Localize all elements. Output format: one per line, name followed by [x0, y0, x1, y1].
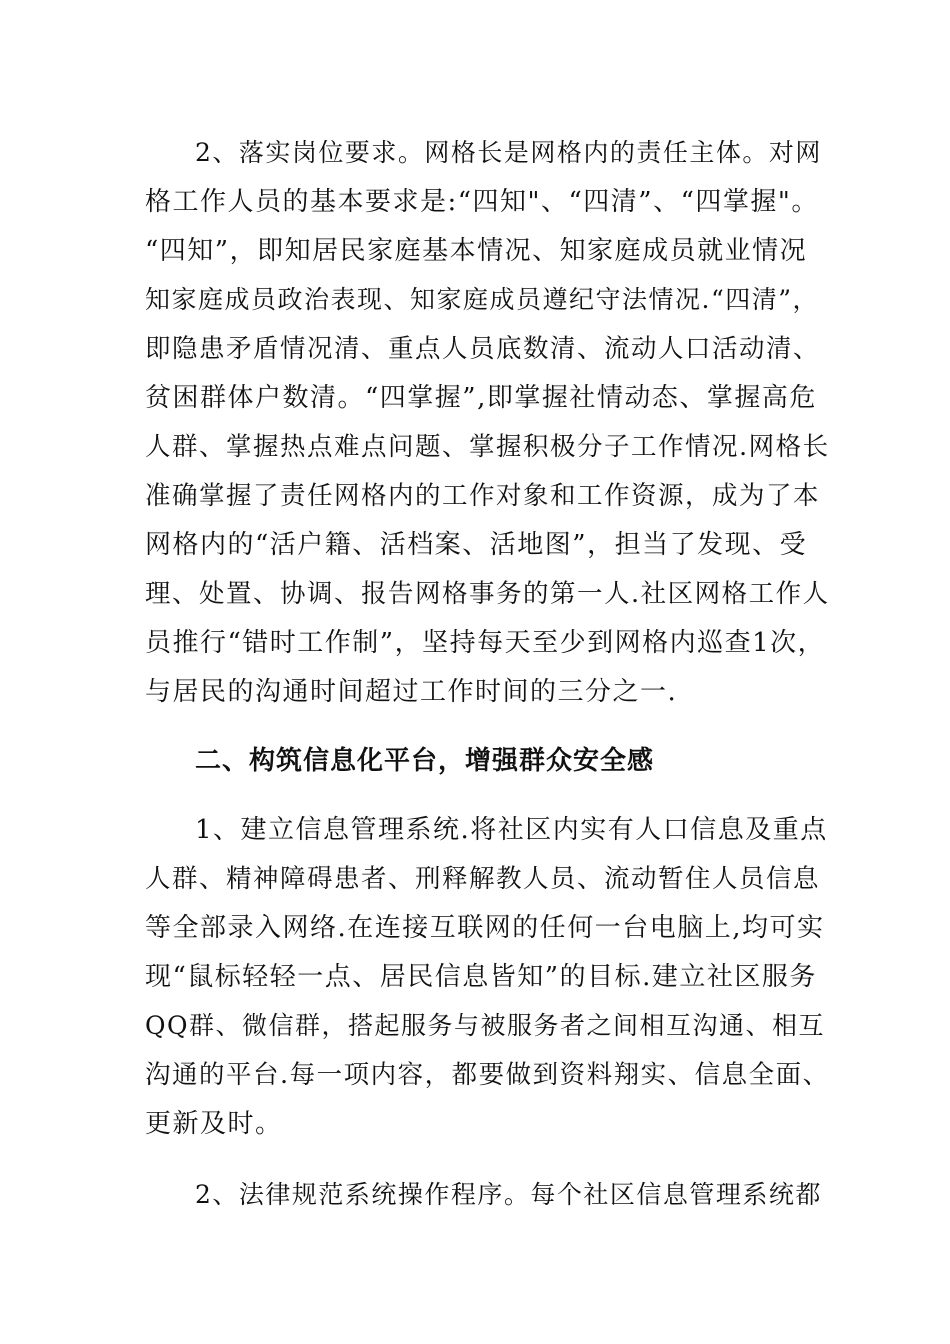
- paragraph-2-line-2: 人群、精神障碍患者、刑释解教人员、流动暂住人员信息: [145, 864, 821, 894]
- paragraph-1-line-12: 与居民的沟通时间超过工作时间的三分之一.: [145, 677, 678, 707]
- paragraph-1-line-10: 理、处置、协调、报告网格事务的第一人.社区网格工作人: [145, 579, 830, 609]
- paragraph-1-line-4: 知家庭成员政治表现、知家庭成员遵纪守法情况.“四清”，: [145, 285, 820, 314]
- paragraph-1-line-11: 员推行“错时工作制”，坚持每天至少到网格内巡查1次，: [145, 628, 826, 658]
- paragraph-1-line-8: 准确掌握了责任网格内的工作对象和工作资源，成为了本: [145, 481, 821, 511]
- paragraph-1-line-1: 2、落实岗位要求。网格长是网格内的责任主体。对网: [195, 138, 822, 167]
- paragraph-2-line-4: 现“鼠标轻轻一点、居民信息皆知”的目标.建立社区服务: [145, 962, 817, 992]
- paragraph-2-line-1: 1、建立信息管理系统.将社区内实有人口信息及重点: [195, 815, 828, 845]
- paragraph-2-line-3: 等全部录入网络.在连接互联网的任何一台电脑上,均可实: [145, 913, 825, 943]
- paragraph-2-line-5: QQ群、微信群，搭起服务与被服务者之间相互沟通、相互: [145, 1011, 825, 1040]
- paragraph-2-line-7: 更新及时。: [145, 1109, 283, 1139]
- paragraph-1-line-6: 贫困群体户数清。“四掌握”,即掌握社情动态、掌握高危: [145, 383, 817, 413]
- paragraph-3-line-1: 2、法律规范系统操作程序。每个社区信息管理系统都: [195, 1180, 822, 1209]
- section-heading: 二、构筑信息化平台，增强群众安全感: [195, 746, 655, 776]
- paragraph-1-line-7: 人群、掌握热点难点问题、掌握积极分子工作情况.网格长: [145, 432, 830, 462]
- paragraph-1-line-9: 网格内的“活户籍、活档案、活地图”，担当了发现、受: [145, 530, 808, 560]
- paragraph-1-line-3: “四知”，即知居民家庭基本情况、知家庭成员就业情况: [145, 236, 808, 266]
- paragraph-1-line-5: 即隐患矛盾情况清、重点人员底数清、流动人口活动清、: [145, 334, 821, 364]
- paragraph-1-line-2: 格工作人员的基本要求是:“四知"、“四清”、“四掌握"。: [145, 187, 819, 217]
- paragraph-2-line-6: 沟通的平台.每一项内容，都要做到资料翔实、信息全面、: [145, 1060, 830, 1090]
